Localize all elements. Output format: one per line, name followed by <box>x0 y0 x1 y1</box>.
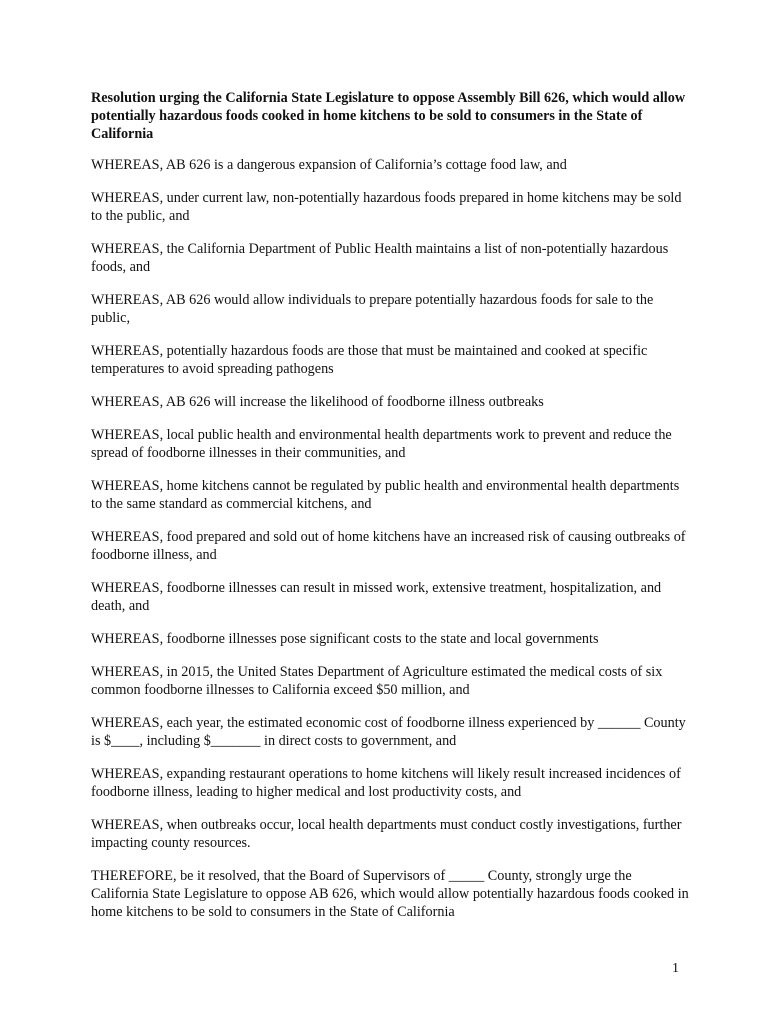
whereas-clause: WHEREAS, in 2015, the United States Department of Agriculture estimated the medical costs of six common foodborne illnesses to California exceed $50 million, and <box>91 664 663 698</box>
whereas-clause: WHEREAS, potentially hazardous foods are those that must be maintained and cooked at specific temperatures to avoid spreading pathogens <box>91 343 648 377</box>
whereas-clause: WHEREAS, under current law, non-potentially hazardous foods prepared in home kitchens may be sold to the public, and <box>91 190 682 224</box>
whereas-clause: WHEREAS, expanding restaurant operations to home kitchens will likely result increased incidences of foodborne illness, leading to higher medical and lost productivity costs, and <box>91 766 681 800</box>
whereas-clause: WHEREAS, foodborne illnesses pose significant costs to the state and local governments <box>91 631 599 647</box>
document-body <box>91 89 691 936</box>
page-number: 1 <box>672 961 679 976</box>
whereas-clause: WHEREAS, foodborne illnesses can result in missed work, extensive treatment, hospitalization, and death, and <box>91 580 662 614</box>
resolution-clause: THEREFORE, be it resolved, that the Board of Supervisors of _____ County, strongly urge the California State Legislature to oppose AB 626, which would allow potentially hazardous foods cooked in home kitchens to be sold to consumers in the State of California <box>91 868 689 920</box>
whereas-clause: WHEREAS, when outbreaks occur, local health departments must conduct costly investigations, further impacting county resources. <box>91 817 682 851</box>
whereas-clause: WHEREAS, AB 626 would allow individuals to prepare potentially hazardous foods for sale to the public, <box>91 292 654 326</box>
whereas-clause: WHEREAS, each year, the estimated economic cost of foodborne illness experienced by ______ County is $____, including $_______ in direct costs to government, and <box>91 715 686 749</box>
whereas-clause: WHEREAS, AB 626 is a dangerous expansion of California’s cottage food law, and <box>91 157 567 173</box>
whereas-clause: WHEREAS, the California Department of Public Health maintains a list of non-potentially hazardous foods, and <box>91 241 669 275</box>
whereas-clause: WHEREAS, local public health and environmental health departments work to prevent and reduce the spread of foodborne illnesses in their communities, and <box>91 427 672 461</box>
whereas-clause: WHEREAS, home kitchens cannot be regulated by public health and environmental health departments to the same standard as commercial kitchens, and <box>91 478 680 512</box>
document-title: Resolution urging the California State Legislature to oppose Assembly Bill 626, which would allow potentially hazardous foods cooked in home kitchens to be sold to consumers in the State of California <box>91 90 686 142</box>
whereas-clause: WHEREAS, food prepared and sold out of home kitchens have an increased risk of causing outbreaks of foodborne illness, and <box>91 529 686 563</box>
whereas-clause: WHEREAS, AB 626 will increase the likelihood of foodborne illness outbreaks <box>91 394 544 410</box>
